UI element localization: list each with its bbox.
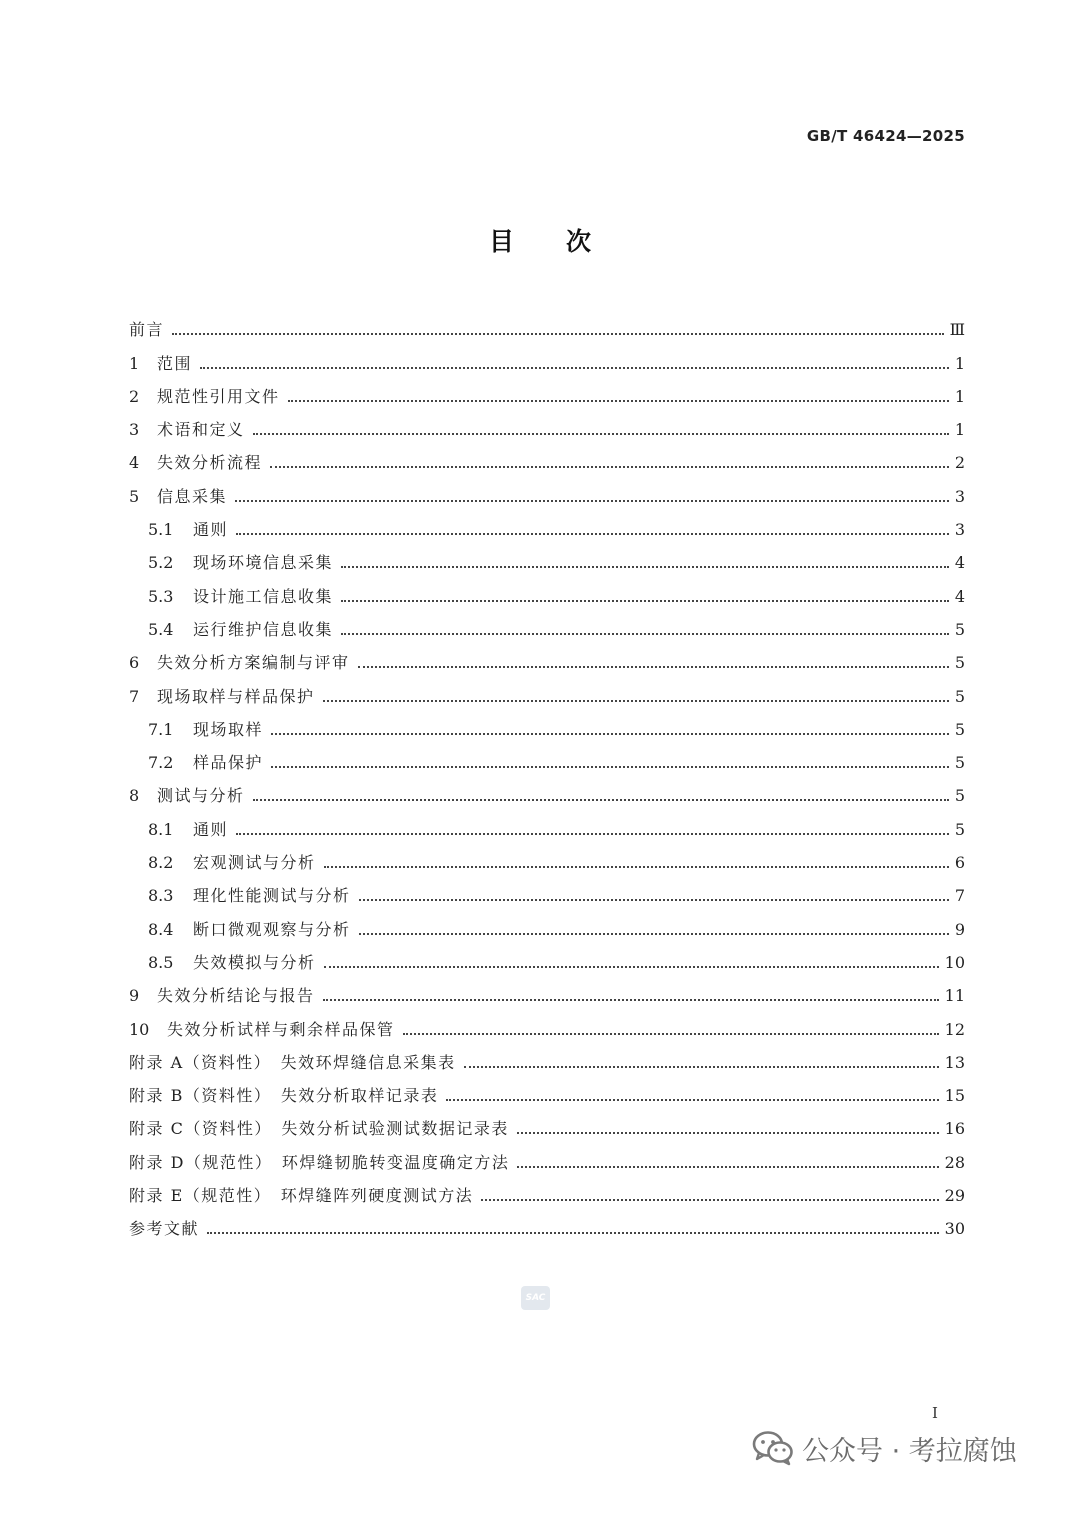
toc-dot-leader (323, 999, 939, 1001)
toc-dot-leader (446, 1099, 938, 1101)
toc-dot-leader (323, 700, 949, 702)
toc-dot-leader (200, 367, 949, 369)
toc-entry-page: 6 (954, 853, 965, 873)
toc-dot-leader (403, 1033, 939, 1035)
toc-entry[interactable] (129, 1106, 965, 1139)
toc-entry-number: 10 (129, 1019, 150, 1039)
toc-entry-label: 附录 E（规范性） 环焊缝阵列硬度测试方法 (129, 1186, 474, 1206)
toc-entry-page: 7 (954, 886, 965, 906)
toc-entry[interactable] (129, 340, 965, 373)
toc-entry-label: 宏观测试与分析 (193, 853, 316, 873)
toc-list (129, 307, 965, 1239)
toc-entry-page: 5 (954, 819, 965, 839)
toc-entry-number: 4 (129, 453, 140, 473)
toc-entry-label: 测试与分析 (157, 786, 245, 806)
toc-entry-page: 4 (954, 553, 965, 573)
toc-entry-label: 失效分析方案编制与评审 (157, 653, 350, 673)
toc-dot-leader (270, 466, 949, 468)
toc-entry-number: 8.4 (148, 919, 174, 939)
toc-entry[interactable] (129, 473, 965, 506)
toc-dot-leader (517, 1166, 938, 1168)
watermark (752, 1428, 1017, 1468)
toc-entry[interactable] (129, 440, 965, 473)
toc-entry-label: 失效模拟与分析 (193, 952, 316, 972)
toc-entry-page: 1 (954, 386, 965, 406)
toc-entry-number: 5.2 (148, 553, 174, 573)
toc-entry-label: 通则 (193, 520, 229, 540)
toc-entry-page: 4 (954, 586, 965, 606)
toc-dot-leader (464, 1066, 939, 1068)
toc-dot-leader (288, 400, 949, 402)
toc-entry-label: 现场取样与样品保护 (157, 686, 315, 706)
toc-entry-number: 8.3 (148, 886, 174, 906)
toc-entry[interactable] (129, 540, 965, 573)
toc-entry-number: 8 (129, 786, 140, 806)
toc-entry-number: 8.2 (148, 853, 174, 873)
toc-entry[interactable] (129, 573, 965, 606)
toc-dot-leader (341, 600, 949, 602)
toc-entry[interactable] (129, 1139, 965, 1172)
toc-entry-label: 失效分析结论与报告 (157, 986, 315, 1006)
toc-entry-page: 10 (944, 952, 965, 972)
toc-entry-label: 信息采集 (157, 486, 228, 506)
toc-entry-page: 5 (954, 686, 965, 706)
toc-dot-leader (235, 500, 949, 502)
toc-entry-page: Ⅲ (949, 320, 965, 340)
toc-entry-page: 11 (944, 986, 965, 1006)
toc-entry-number: 5 (129, 486, 140, 506)
toc-entry-page: 5 (954, 753, 965, 773)
toc-entry[interactable] (129, 1040, 965, 1073)
toc-entry[interactable] (129, 740, 965, 773)
toc-entry-label: 设计施工信息收集 (193, 586, 334, 606)
toc-entry-page: 5 (954, 719, 965, 739)
toc-entry[interactable] (129, 1006, 965, 1039)
toc-entry[interactable] (129, 707, 965, 740)
toc-entry-page: 5 (954, 786, 965, 806)
toc-entry-number: 5.3 (148, 586, 174, 606)
toc-entry-number: 5.1 (148, 520, 174, 540)
toc-entry-page: 9 (954, 919, 965, 939)
toc-dot-leader (359, 899, 949, 901)
toc-entry-number: 6 (129, 653, 140, 673)
toc-entry-number: 3 (129, 420, 140, 440)
toc-entry[interactable] (129, 507, 965, 540)
toc-entry-page: 28 (944, 1152, 965, 1172)
toc-entry-page: 5 (954, 619, 965, 639)
toc-entry-label: 通则 (193, 819, 229, 839)
toc-entry-page: 1 (954, 420, 965, 440)
toc-entry-label: 术语和定义 (157, 420, 245, 440)
toc-dot-leader (481, 1199, 938, 1201)
toc-entry-page: 2 (954, 453, 965, 473)
toc-entry[interactable] (129, 407, 965, 440)
toc-entry[interactable] (129, 640, 965, 673)
toc-entry-page: 30 (944, 1219, 965, 1239)
toc-entry-page: 3 (954, 486, 965, 506)
toc-entry[interactable] (129, 307, 965, 340)
toc-entry-label: 运行维护信息收集 (193, 619, 334, 639)
toc-entry[interactable] (129, 840, 965, 873)
toc-entry-label: 断口微观观察与分析 (193, 919, 351, 939)
toc-entry-number: 5.4 (148, 619, 174, 639)
toc-entry-label: 现场取样 (193, 719, 264, 739)
toc-dot-leader (271, 766, 949, 768)
toc-entry-page: 15 (944, 1086, 965, 1106)
toc-entry-label: 范围 (157, 353, 193, 373)
toc-entry-label: 参考文献 (129, 1219, 200, 1239)
toc-entry-page: 5 (954, 653, 965, 673)
toc-dot-leader (341, 566, 949, 568)
toc-dot-leader (324, 966, 939, 968)
toc-entry-number: 1 (129, 353, 140, 373)
page-number: I (932, 1404, 938, 1422)
toc-dot-leader (517, 1132, 939, 1134)
toc-entry-page: 29 (944, 1186, 965, 1206)
toc-dot-leader (253, 433, 949, 435)
toc-entry-label: 失效分析流程 (157, 453, 263, 473)
sac-logo: SAC (521, 1286, 550, 1310)
toc-entry[interactable] (129, 940, 965, 973)
toc-entry-page: 1 (954, 353, 965, 373)
toc-entry-number: 2 (129, 386, 140, 406)
toc-entry[interactable] (129, 1173, 965, 1206)
standard-code: GB/T 46424—2025 (806, 127, 965, 145)
toc-dot-leader (341, 633, 949, 635)
toc-entry[interactable] (129, 673, 965, 706)
toc-dot-leader (271, 733, 949, 735)
toc-entry[interactable] (129, 873, 965, 906)
toc-entry-page: 3 (954, 520, 965, 540)
toc-entry[interactable] (129, 773, 965, 806)
toc-dot-leader (253, 799, 949, 801)
toc-entry-label: 理化性能测试与分析 (193, 886, 351, 906)
toc-entry[interactable] (129, 1073, 965, 1106)
toc-entry-label: 失效分析试样与剩余样品保管 (167, 1019, 395, 1039)
toc-entry-number: 7.2 (148, 753, 174, 773)
watermark-text: 公众号 · 考拉腐蚀 (802, 1435, 1017, 1467)
toc-dot-leader (359, 933, 949, 935)
toc-entry-number: 8.1 (148, 819, 174, 839)
toc-dot-leader (236, 533, 949, 535)
toc-entry-label: 附录 B（资料性） 失效分析取样记录表 (129, 1086, 439, 1106)
wechat-icon (752, 1430, 794, 1466)
toc-entry[interactable] (129, 906, 965, 939)
toc-entry-page: 16 (944, 1119, 965, 1139)
toc-entry[interactable] (129, 1206, 965, 1239)
toc-entry-number: 9 (129, 986, 140, 1006)
toc-entry-label: 附录 D（规范性） 环焊缝韧脆转变温度确定方法 (129, 1152, 510, 1172)
toc-entry-label: 现场环境信息采集 (193, 553, 334, 573)
toc-dot-leader (172, 333, 944, 335)
toc-entry-label: 样品保护 (193, 753, 264, 773)
toc-entry-page: 12 (944, 1019, 965, 1039)
toc-entry[interactable] (129, 607, 965, 640)
toc-entry[interactable] (129, 973, 965, 1006)
toc-dot-leader (358, 666, 949, 668)
toc-entry-label: 前言 (129, 320, 165, 340)
toc-entry-number: 8.5 (148, 952, 174, 972)
toc-entry-number: 7 (129, 686, 140, 706)
toc-entry-page: 13 (944, 1052, 965, 1072)
toc-entry-label: 附录 A（资料性） 失效环焊缝信息采集表 (129, 1052, 456, 1072)
toc-entry-number: 7.1 (148, 719, 174, 739)
toc-dot-leader (207, 1232, 939, 1234)
toc-dot-leader (324, 866, 949, 868)
toc-entry[interactable] (129, 806, 965, 839)
toc-entry[interactable] (129, 374, 965, 407)
page-title: 目次 (488, 227, 643, 256)
toc-dot-leader (236, 833, 949, 835)
toc-entry-label: 规范性引用文件 (157, 386, 280, 406)
toc-entry-label: 附录 C（资料性） 失效分析试验测试数据记录表 (129, 1119, 509, 1139)
